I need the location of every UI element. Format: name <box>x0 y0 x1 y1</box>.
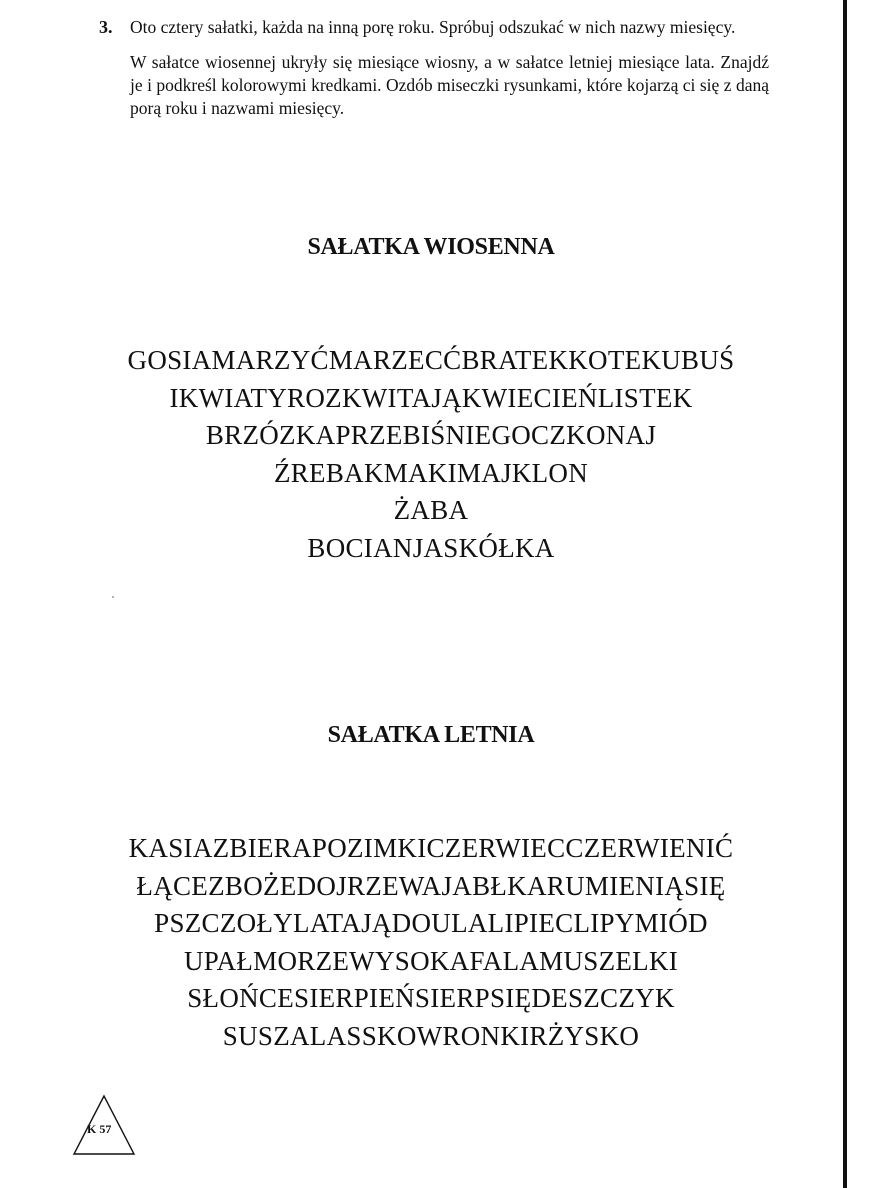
spring-salad-letters <box>0 342 862 567</box>
exercise-intro: Oto cztery sałatki, każda na inną porę roku. Spróbuj odszukać w nich nazwy miesięcy. <box>130 17 736 37</box>
spring-letter-line: IKWIATYROZKWITAJĄKWIECIEŃLISTEK <box>169 382 693 413</box>
summer-letter-line: PSZCZOŁYLATAJĄDOULALIPIECLIPYMIÓD <box>154 908 708 938</box>
exercise-number: 3. <box>99 17 113 37</box>
spring-letter-line: BRZÓZKAPRZEBIŚNIEGOCZKONAJ <box>205 420 657 450</box>
summer-letter-line: SUSZALASSKOWRONKIRŻYSKO <box>222 1020 640 1051</box>
summer-salad-letters <box>0 830 862 1055</box>
spring-letter-line: BOCIANJASKÓŁKA <box>307 532 555 563</box>
spring-salad-title: SAŁATKA WIOSENNA <box>307 234 555 260</box>
summer-letter-line: SŁOŃCESIERPIEŃSIERPSIĘDESZCZYK <box>187 983 675 1013</box>
summer-letter-line: KASIAZBIERAPOZIMKICZERWIECCZERWIENIĆ <box>128 833 734 863</box>
summer-salad-title: SAŁATKA LETNIA <box>327 722 535 748</box>
scan-speck <box>112 596 114 598</box>
page-number-mark <box>72 1094 136 1156</box>
exercise-3 <box>99 16 769 120</box>
page-number-label: K 57 <box>87 1122 112 1136</box>
summer-letter-line: UPAŁMORZEWYSOKAFALAMUSZELKI <box>183 945 679 976</box>
spring-letter-line: GOSIAMARZYĆMARZECĆBRATEKKOTEKUBUŚ <box>127 345 735 375</box>
spring-letter-line: ŻABA <box>393 495 469 525</box>
exercise-instructions: W sałatce wiosennej ukryły się miesiące wiosny, a w sałatce letniej miesiące lata. Znajdź je i podkreśl kolorowymi kredkami. Ozdób miseczki rysunkami, które kojarzą ci się z daną porą roku i nazwami miesięcy. <box>130 52 769 118</box>
exercise-text <box>130 16 769 120</box>
summer-letter-line: ŁĄCEZBOŻEDOJRZEWAJABŁKARUMIENIĄSIĘ <box>136 870 726 901</box>
spring-letter-line: ŹREBAKMAKIMAJKLON <box>273 457 589 488</box>
